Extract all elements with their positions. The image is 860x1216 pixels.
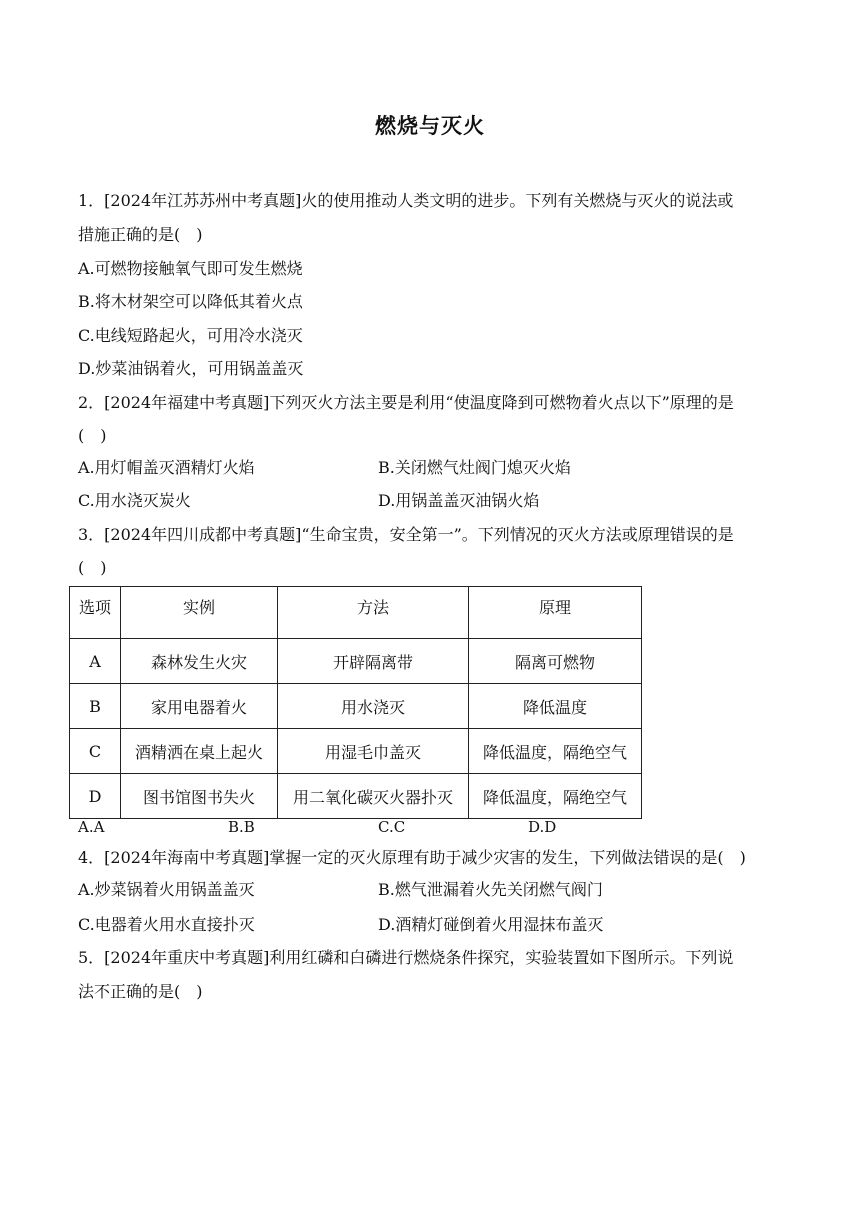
q3-option-d: D.D bbox=[528, 818, 557, 836]
table-cell: 开辟隔离带 bbox=[278, 639, 469, 684]
q4-option-b: B.燃气泄漏着火先关闭燃气阀门 bbox=[378, 880, 603, 899]
table-cell: 图书馆图书失火 bbox=[121, 774, 278, 819]
table-cell: 家用电器着火 bbox=[121, 684, 278, 729]
q1-option-b: B.将木材架空可以降低其着火点 bbox=[78, 292, 303, 311]
table-header-cell: 选项 bbox=[70, 587, 121, 639]
q4-option-c: C.电器着火用水直接扑灭 bbox=[78, 915, 255, 934]
q3-stem-line2: ( ) bbox=[78, 558, 107, 577]
q3-option-a: A.A bbox=[78, 818, 105, 836]
q2-option-a: A.用灯帽盖灭酒精灯火焰 bbox=[78, 458, 255, 477]
q2-stem-line1: 2．[2024年福建中考真题]下列灭火方法主要是利用“使温度降到可燃物着火点以下”原理的是 bbox=[78, 393, 734, 412]
table-cell: 用湿毛巾盖灭 bbox=[278, 729, 469, 774]
table-row bbox=[70, 684, 642, 729]
table-cell: 用水浇灭 bbox=[278, 684, 469, 729]
table-cell: A bbox=[70, 639, 121, 684]
table-cell: 森林发生火灾 bbox=[121, 639, 278, 684]
table-header-row bbox=[70, 587, 642, 639]
q1-option-c: C.电线短路起火，可用冷水浇灭 bbox=[78, 326, 303, 345]
table-cell: 降低温度 bbox=[469, 684, 642, 729]
q2-option-c: C.用水浇灭炭火 bbox=[78, 491, 191, 510]
q2-option-d: D.用锅盖盖灭油锅火焰 bbox=[378, 491, 540, 510]
table-header-cell: 方法 bbox=[278, 587, 469, 639]
table-header-cell: 原理 bbox=[469, 587, 642, 639]
table-cell: 降低温度，隔绝空气 bbox=[469, 774, 642, 819]
table-cell: 酒精洒在桌上起火 bbox=[121, 729, 278, 774]
page-title: 燃烧与灭火 bbox=[375, 114, 485, 138]
q3-option-c: C.C bbox=[378, 818, 406, 836]
q1-stem-line1: 1．[2024年江苏苏州中考真题]火的使用推动人类文明的进步。下列有关燃烧与灭火的说法或 bbox=[78, 191, 734, 210]
q5-stem-line2: 法不正确的是( ) bbox=[78, 982, 203, 1001]
q5-stem-line1: 5．[2024年重庆中考真题]利用红磷和白磷进行燃烧条件探究，实验装置如下图所示。下列说 bbox=[78, 948, 734, 967]
q4-option-a: A.炒菜锅着火用锅盖盖灭 bbox=[78, 880, 255, 899]
table-cell: 降低温度，隔绝空气 bbox=[469, 729, 642, 774]
table-cell: B bbox=[70, 684, 121, 729]
table-cell: C bbox=[70, 729, 121, 774]
table-cell: D bbox=[70, 774, 121, 819]
q4-stem-line1: 4．[2024年海南中考真题]掌握一定的灭火原理有助于减少灾害的发生，下列做法错误的是( ) bbox=[78, 848, 746, 867]
q4-option-d: D.酒精灯碰倒着火用湿抹布盖灭 bbox=[378, 915, 604, 934]
table-row bbox=[70, 639, 642, 684]
table-row bbox=[70, 729, 642, 774]
table-header-cell: 实例 bbox=[121, 587, 278, 639]
q1-option-a: A.可燃物接触氧气即可发生燃烧 bbox=[78, 259, 303, 278]
q2-option-b: B.关闭燃气灶阀门熄灭火焰 bbox=[378, 458, 571, 477]
q3-table bbox=[69, 586, 642, 819]
table-cell: 隔离可燃物 bbox=[469, 639, 642, 684]
table-cell: 用二氧化碳灭火器扑灭 bbox=[278, 774, 469, 819]
q1-stem-line2: 措施正确的是( ) bbox=[78, 225, 203, 244]
q3-stem-line1: 3．[2024年四川成都中考真题]“生命宝贵，安全第一”。下列情况的灭火方法或原理错误的是 bbox=[78, 525, 734, 544]
table-row bbox=[70, 774, 642, 819]
q3-option-b: B.B bbox=[228, 818, 255, 836]
q1-option-d: D.炒菜油锅着火，可用锅盖盖灭 bbox=[78, 359, 304, 378]
q2-stem-line2: ( ) bbox=[78, 426, 107, 445]
